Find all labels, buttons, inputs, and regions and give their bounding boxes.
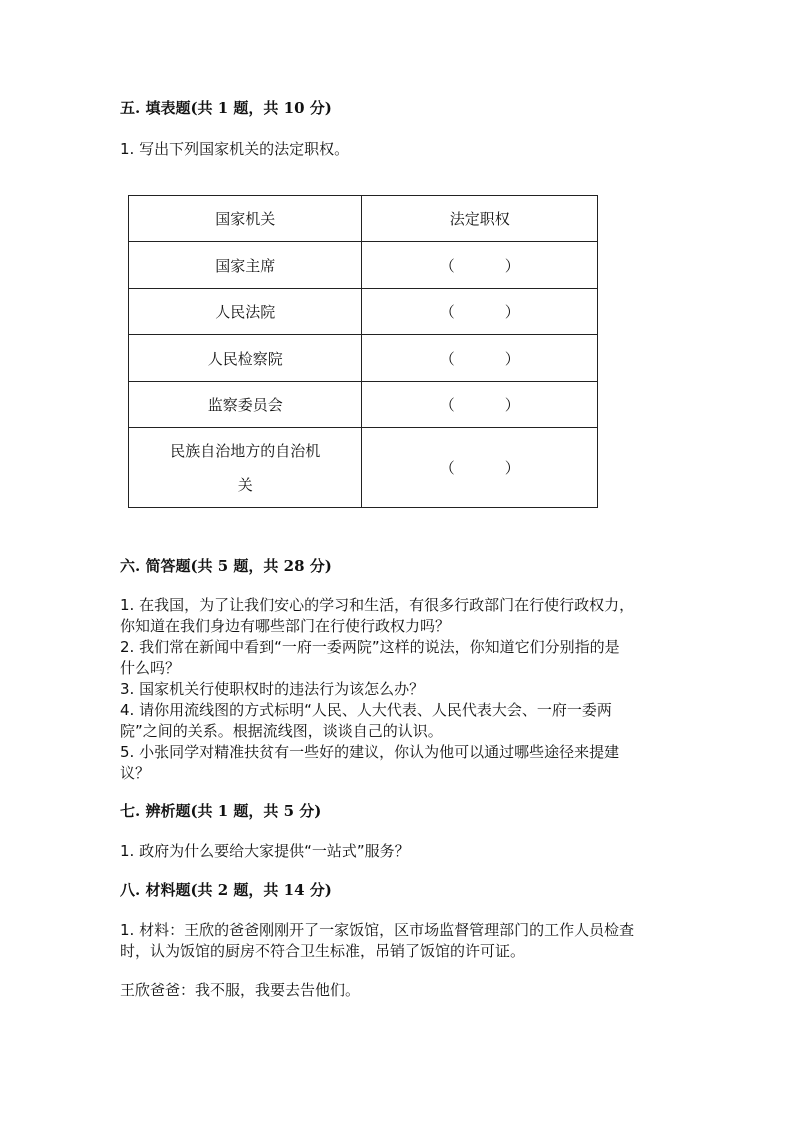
material-line: 时，认为饭馆的厨房不符合卫生标准，吊销了饭馆的许可证。 xyxy=(120,942,526,960)
answer-cell[interactable] xyxy=(362,428,598,508)
table-row xyxy=(129,242,598,289)
short-question-line: 院”之间的关系。根据流线图，谈谈自己的认识。 xyxy=(120,722,443,740)
header-rights: 法定职权 xyxy=(362,196,598,242)
organ-cell xyxy=(129,428,362,508)
question-fill-1: 1. 写出下列国家机关的法定职权。 xyxy=(120,140,350,158)
table-row xyxy=(129,428,598,508)
answer-blank: （ ） xyxy=(439,349,520,368)
short-question-line: 4. 请你用流线图的方式标明“人民、人大代表、人民代表大会、一府一委两 xyxy=(120,701,612,719)
short-question-line: 议？ xyxy=(120,764,151,782)
organ-cell: 人民检察院 xyxy=(129,335,362,382)
answer-cell[interactable] xyxy=(362,242,598,289)
table-row xyxy=(129,382,598,428)
material-line: 1. 材料：王欣的爸爸刚刚开了一家饭馆，区市场监督管理部门的工作人员检查 xyxy=(120,921,635,939)
material-line: 王欣爸爸：我不服，我要去告他们。 xyxy=(120,981,361,999)
organ-line: 民族自治地方的自治机 xyxy=(170,441,321,460)
answer-cell[interactable] xyxy=(362,289,598,335)
answer-blank: （ ） xyxy=(439,459,520,477)
organ-cell: 监察委员会 xyxy=(129,382,362,428)
organ-line: 关 xyxy=(237,475,253,494)
short-question-line: 什么吗？ xyxy=(120,659,181,677)
short-question-line: 2. 我们常在新闻中看到“一府一委两院”这样的说法，你知道它们分别指的是 xyxy=(120,638,620,656)
section-title-short: 六. 简答题(共 5 题，共 28 分) xyxy=(120,557,332,575)
organ-cell: 国家主席 xyxy=(129,242,362,289)
short-question-line: 5. 小张同学对精准扶贫有一些好的建议，你认为他可以通过哪些途径来提建 xyxy=(120,743,620,761)
table-row xyxy=(129,335,598,382)
answer-blank: （ ） xyxy=(439,303,520,321)
header-organ: 国家机关 xyxy=(129,196,362,242)
answer-cell[interactable] xyxy=(362,382,598,428)
table-row xyxy=(129,289,598,335)
section-title-fill: 五. 填表题(共 1 题，共 10 分) xyxy=(120,99,332,117)
table-header-row xyxy=(129,196,598,242)
analysis-question: 1. 政府为什么要给大家提供“一站式”服务？ xyxy=(120,842,410,860)
section-title-analysis: 七. 辨析题(共 1 题，共 5 分) xyxy=(120,802,322,820)
answer-blank: （ ） xyxy=(439,396,520,414)
answer-cell[interactable] xyxy=(362,335,598,382)
short-question-line: 你知道在我们身边有哪些部门在行使行政权力吗？ xyxy=(120,617,451,635)
short-question-line: 1. 在我国，为了让我们安心的学习和生活，有很多行政部门在行使行政权力， xyxy=(120,596,635,614)
answer-blank: （ ） xyxy=(439,256,520,275)
short-question-line: 3. 国家机关行使职权时的违法行为该怎么办？ xyxy=(120,680,425,698)
organ-cell: 人民法院 xyxy=(129,289,362,335)
section-title-material: 八. 材料题(共 2 题，共 14 分) xyxy=(120,881,332,899)
organ-rights-table xyxy=(128,195,598,508)
